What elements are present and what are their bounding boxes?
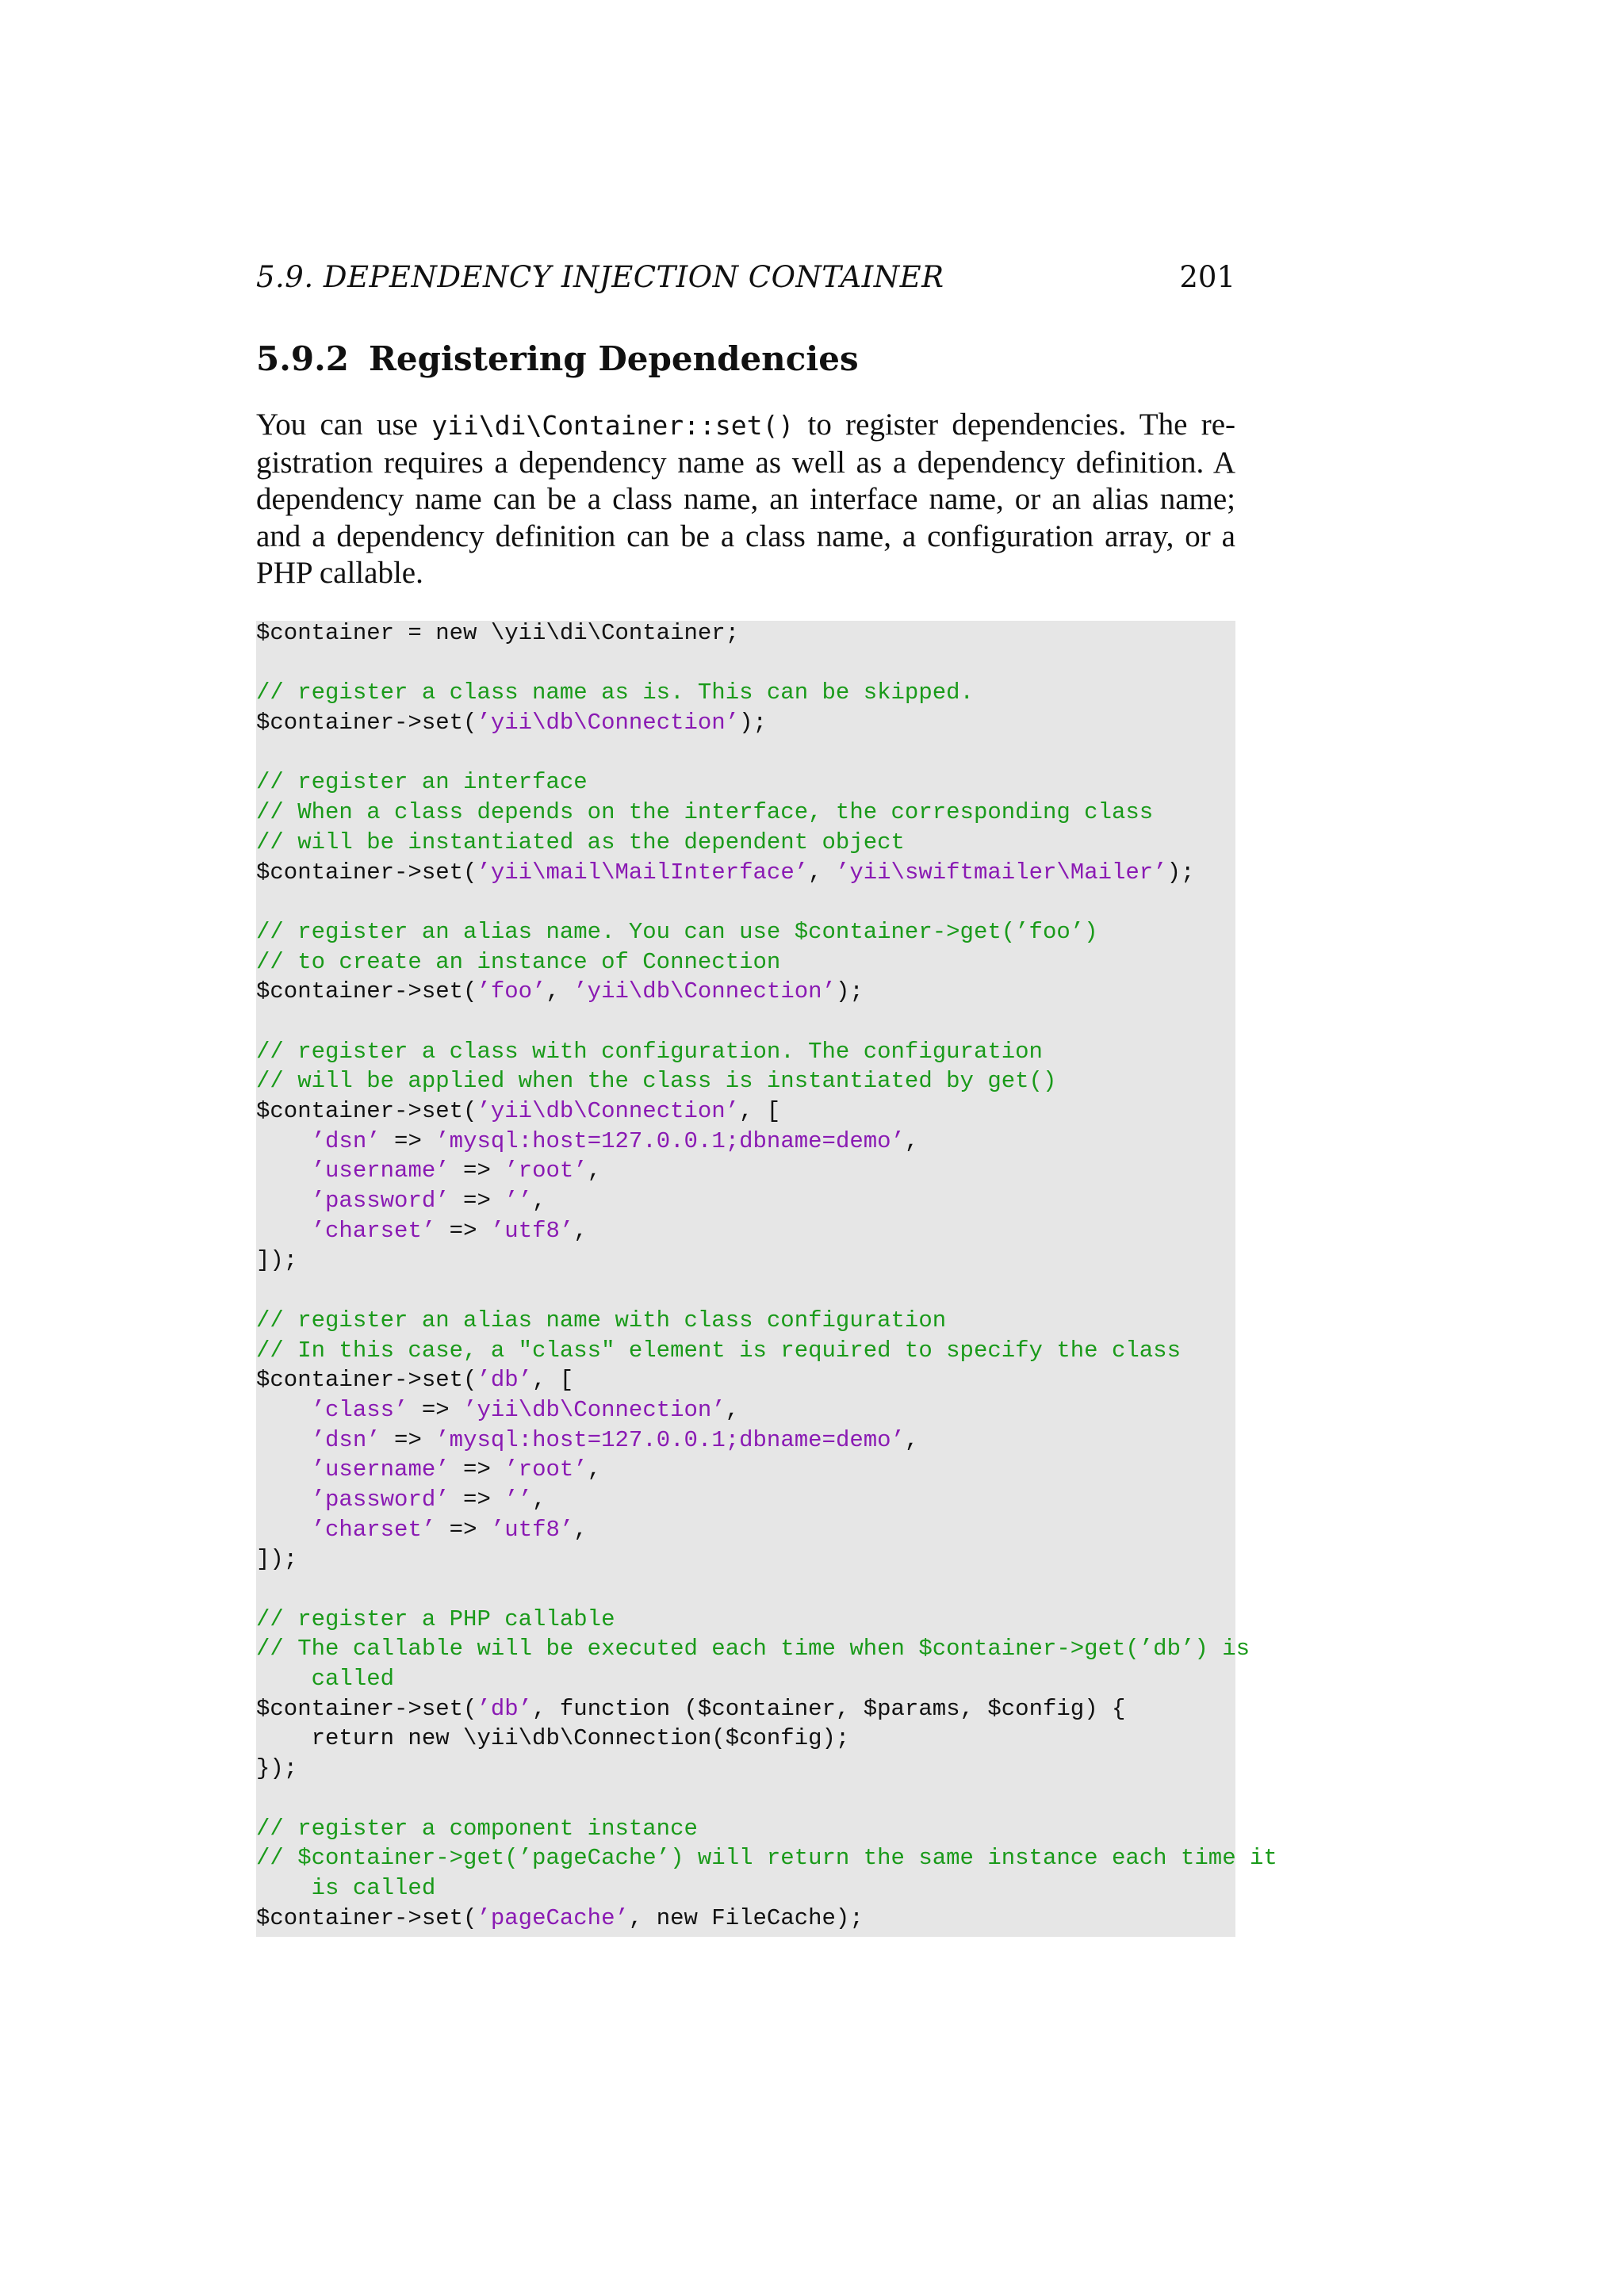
code-text: ); (1166, 859, 1195, 886)
code-string: ’root’ (504, 1456, 588, 1483)
code-comment: // When a class depends on the interface, the corresponding class (256, 799, 1154, 826)
inline-code: yii\di\Container::set() (431, 410, 795, 441)
code-comment: called (256, 1666, 395, 1693)
code-text: , [ (739, 1098, 781, 1124)
code-text: $container->set( (256, 1695, 477, 1722)
section-heading (256, 339, 859, 378)
code-line (256, 708, 1235, 738)
code-text (256, 1128, 312, 1154)
code-text: , function ($container, $params, $config) { (532, 1695, 1126, 1722)
code-line (256, 1873, 1235, 1904)
code-line (256, 1425, 1235, 1456)
code-text (256, 1158, 312, 1184)
code-line (256, 1365, 1235, 1395)
code-string: ’mysql:host=127.0.0.1;dbname=demo’ (435, 1127, 905, 1154)
code-line (256, 1246, 1235, 1276)
code-comment: // $container->get(’pageCache’) will return the same instance each time it (256, 1845, 1277, 1872)
code-comment: // will be applied when the class is instantiated by get() (256, 1068, 1057, 1095)
code-string: ’pageCache’ (477, 1904, 629, 1931)
code-comment: // The callable will be executed each time when $container->get(’db’) is (256, 1636, 1251, 1663)
code-line (256, 1904, 1235, 1934)
code-text: , (904, 1127, 919, 1154)
code-text: $container->set( (256, 978, 477, 1005)
code-line (256, 1754, 1235, 1784)
code-line (256, 798, 1235, 828)
code-text (256, 1517, 312, 1543)
running-header-title: 5.9. DEPENDENCY INJECTION CONTAINER (256, 260, 944, 294)
code-string: ’yii\db\Connection’ (477, 710, 740, 737)
code-line (256, 767, 1235, 798)
intro-text: PHP callable. (256, 556, 423, 590)
code-text: ); (835, 978, 864, 1005)
code-comment: is called (256, 1874, 436, 1901)
code-line (256, 1336, 1235, 1366)
code-string: ’yii\db\Connection’ (463, 1396, 726, 1423)
code-line (256, 828, 1235, 858)
code-line (256, 858, 1235, 888)
code-text: $container->set( (256, 859, 477, 886)
code-text (256, 1188, 312, 1214)
intro-text: and a dependency definition can be a class name, a configuration array, or a (256, 519, 1235, 553)
code-string: ’password’ (311, 1188, 450, 1215)
code-text: , (573, 1516, 588, 1543)
code-text: , (904, 1426, 919, 1453)
code-line (256, 1455, 1235, 1485)
code-text (256, 1456, 312, 1483)
page-number: 201 (1179, 260, 1235, 294)
code-line (256, 618, 1235, 649)
code-line (256, 887, 1235, 917)
code-string: ’yii\mail\MailInterface’ (477, 859, 809, 886)
code-comment: // register a PHP callable (256, 1605, 615, 1632)
code-text: , (532, 1188, 546, 1215)
code-string: ’dsn’ (311, 1426, 381, 1453)
code-line (256, 1605, 1235, 1635)
code-line (256, 1306, 1235, 1336)
code-line (256, 1186, 1235, 1216)
code-line (256, 977, 1235, 1007)
code-string: ’class’ (311, 1396, 408, 1423)
code-text: $container->set( (256, 710, 477, 737)
code-line (256, 1276, 1235, 1306)
code-text: => (449, 1188, 505, 1215)
code-line (256, 1066, 1235, 1096)
intro-text: dependency name can be a class name, an interface name, or an alias name; (256, 482, 1235, 516)
code-line (256, 1395, 1235, 1425)
code-line (256, 1156, 1235, 1186)
code-text: => (435, 1217, 491, 1244)
intro-text: to register dependencies. The re- (794, 408, 1235, 442)
code-text: $container->set( (256, 1904, 477, 1931)
section-number: 5.9.2 (256, 339, 349, 378)
intro-paragraph (256, 407, 1235, 592)
intro-line (256, 519, 1235, 556)
code-text: , new FileCache); (628, 1904, 864, 1931)
code-string: ’’ (504, 1188, 533, 1215)
code-line (256, 1843, 1277, 1873)
code-string: ’utf8’ (490, 1516, 574, 1543)
code-line (256, 1814, 1235, 1844)
code-text: => (449, 1486, 505, 1513)
code-comment: // register a component instance (256, 1815, 698, 1842)
code-text: , (725, 1396, 740, 1423)
code-string: ’dsn’ (311, 1127, 381, 1154)
code-string: ’yii\db\Connection’ (573, 978, 836, 1005)
intro-text: You can use (256, 408, 432, 442)
code-comment: // register a class name as is. This can be skipped. (256, 679, 974, 706)
code-text: => (449, 1158, 505, 1184)
code-line (256, 1784, 1235, 1814)
code-line (256, 1515, 1235, 1545)
code-line (256, 1575, 1235, 1605)
code-line (256, 1096, 1235, 1127)
code-string: ’db’ (477, 1367, 533, 1394)
section-title: Registering Dependencies (369, 339, 859, 378)
code-text: => (435, 1516, 491, 1543)
code-comment: // register an interface (256, 769, 588, 796)
code-line (256, 1724, 1235, 1754)
code-string: ’username’ (311, 1158, 450, 1184)
code-text: , (532, 1486, 546, 1513)
running-header (256, 260, 1235, 294)
code-text: $container = new \yii\di\Container; (256, 620, 740, 646)
code-text: => (449, 1456, 505, 1483)
code-comment: // In this case, a "class" element is required to specify the class (256, 1337, 1181, 1364)
code-text: , (587, 1456, 602, 1483)
code-line (256, 1544, 1235, 1575)
code-line (256, 1694, 1235, 1724)
code-line (256, 1485, 1235, 1515)
intro-text: gistration requires a dependency name as well as a dependency definition. A (256, 445, 1235, 480)
intro-line (256, 445, 1235, 482)
code-comment: // register a class with configuration. The configuration (256, 1038, 1043, 1065)
code-text: $container->set( (256, 1367, 477, 1394)
code-string: ’yii\db\Connection’ (477, 1098, 740, 1124)
code-comment: // to create an instance of Connection (256, 948, 781, 975)
code-line (256, 1216, 1235, 1246)
code-text: , (546, 978, 574, 1005)
code-block (256, 618, 1277, 1933)
code-text: => (380, 1127, 436, 1154)
code-text: , (573, 1217, 588, 1244)
code-line (256, 649, 1235, 679)
code-line (256, 1037, 1235, 1067)
intro-line (256, 407, 1235, 445)
code-string: ’’ (504, 1486, 533, 1513)
code-line (256, 1634, 1251, 1664)
code-text (256, 1487, 312, 1513)
code-text: , (808, 859, 836, 886)
code-text: ); (739, 710, 767, 737)
code-text: , [ (532, 1367, 574, 1394)
code-line (256, 738, 1235, 768)
code-line (256, 947, 1235, 978)
code-string: ’yii\swiftmailer\Mailer’ (835, 859, 1167, 886)
code-string: ’charset’ (311, 1516, 436, 1543)
code-text: return new \yii\db\Connection($config); (256, 1725, 850, 1752)
code-string: ’username’ (311, 1456, 450, 1483)
code-string: ’root’ (504, 1158, 588, 1184)
code-line (256, 917, 1235, 947)
code-string: ’utf8’ (490, 1217, 574, 1244)
code-string: ’charset’ (311, 1217, 436, 1244)
code-text: $container->set( (256, 1098, 477, 1124)
code-string: ’foo’ (477, 978, 546, 1005)
code-line (256, 1127, 1235, 1157)
code-string: ’db’ (477, 1695, 533, 1722)
code-comment: // register an alias name with class configuration (256, 1307, 947, 1334)
code-text: => (408, 1396, 464, 1423)
intro-line (256, 555, 1235, 592)
code-text: }); (256, 1755, 298, 1782)
code-text: ]); (256, 1247, 298, 1274)
code-comment: // register an alias name. You can use $container->get(’foo’) (256, 918, 1098, 945)
code-text: => (380, 1426, 436, 1453)
code-comment: // will be instantiated as the dependent object (256, 828, 905, 855)
code-string: ’mysql:host=127.0.0.1;dbname=demo’ (435, 1426, 905, 1453)
code-text: ]); (256, 1546, 298, 1573)
code-line (256, 678, 1235, 708)
intro-line (256, 481, 1235, 519)
code-text (256, 1427, 312, 1453)
code-text (256, 1397, 312, 1423)
code-text: , (587, 1158, 602, 1184)
code-text (256, 1218, 312, 1244)
code-line (256, 1007, 1235, 1037)
code-line (256, 1664, 1235, 1694)
code-string: ’password’ (311, 1486, 450, 1513)
